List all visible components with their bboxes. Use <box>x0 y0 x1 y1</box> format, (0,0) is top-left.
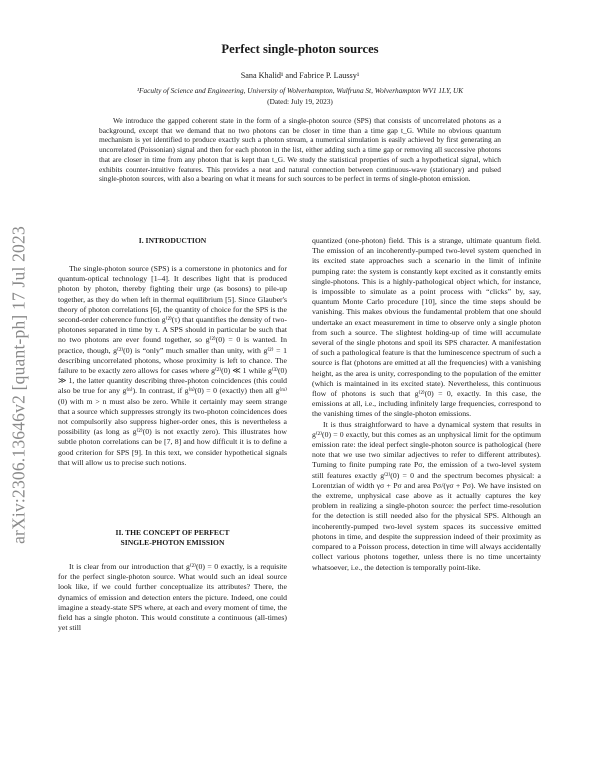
right-paragraph-2: It is thus straightforward to have a dynamical system that results in g⁽²⁾(0) = 0 exactly, but this comes as an unphysical limit for the optimum emission rate: the ideal perfect single-photon source is pathological (here note that we use two similar adjectives to refer to different attributes). Turning to finite pumping rate Pσ, the emission of a two-level system still features exactly g⁽²⁾(0) = 0 and the spectrum becomes physical: a Lorentzian of width γσ + Pσ and area Pσ/(γσ + Pσ). We have insisted on the extreme, unphysical case above as it actually captures the key problem in realizing a single-photon source: the perfect time-resolution for the detection is still needed also for the physical SPS. Although an incoherently-pumped two-level system spaces its successive emitted photons in time, and despite the suppression indeed of their proximity as compared to a Poisson process, detection in time will always accidentally collect various photons together, unless there is no time uncertainty whatsoever, i.e., the detection is temporally point-like. <box>312 419 541 572</box>
paper-title: Perfect single-photon sources <box>221 42 379 56</box>
authors: Sana Khalid¹ and Fabrice P. Laussy¹ <box>240 71 360 80</box>
concept-paragraph: It is clear from our introduction that g⁽²⁾(0) = 0 exactly, is a requisite for the perfect single-photon source. What would such an ideal source look like, if we could further conceptualize its attributes? There, the dynamics of emission and detection enters the picture. Indeed, one could imagine a steady-state SPS where, at each and every moment of time, the field has a single photon. This would constitute a continuous (all-times) yet still <box>58 562 287 633</box>
affiliation: ¹Faculty of Science and Engineering, University of Wolverhampton, Wulfruna St, Wolverhampton WV1 1LY, UK <box>136 86 464 95</box>
section-heading-concept-line2: SINGLE-PHOTON EMISSION <box>120 538 225 548</box>
abstract: We introduce the gapped coherent state in the form of a single-photon source (SPS) that consists of uncorrelated photons as a background, except that we demand that no two photons can be closer in time than a time gap t_G. While no obvious quantum mechanism is yet identified to produce exactly such a photon stream, a numerical simulation is easily achieved by first generating an uncorrelated (Poissonian) signal and then for each photon in the list, either adding such a time gap or removing all successive photons that are closer in time from any photon that is kept than t_G. We study the statistical properties of such a hypothetical signal, which exhibits counter-intuitive features. This provides a neat and natural connection between continuous-wave (stationary) and pulsed single-photon sources, with also a bearing on what it means for such sources to be perfect in terms of single-photon emission. <box>99 116 501 184</box>
section-heading-introduction: I. INTRODUCTION <box>138 236 207 245</box>
arxiv-id-text: arXiv:2306.13646v2 [quant-ph] 17 Jul 2023 <box>8 226 29 544</box>
right-paragraph-1: quantized (one-photon) field. This is a strange, ultimate quantum field. The emission of an incoherently-pumped two-level system quenched in its excited state approaches such a scenario in the limit of infinite pumping rate: the system is constantly kept excited as it constantly emits single-photons. This is a highly-pathological object which, for instance, is impossible to simulate as a point process with “clicks” by, say, quantum Monte Carlo procedure [10], since the time steps should be vanishing. This makes obvious the fundamental problem that one should undertake an exact measurement in time to observe only a single photon from such a source. The slightest holding-up of time will accumulate several of the single photons and spoil its SPS character. A manifestation of such a pathological feature is that the luminescence spectrum of such a source is flat (photons are emitted at all the frequencies) with a vanishing height, as the area is unity, corresponding to the population of the emitter (which is maintained in its excited state). Nevertheless, this continuous flow of photons is such that g⁽²⁾(0) = 0, exactly. In this case, the emissions at all, i.e., including infinitely large frequencies, correspond to the vanishing times of the single-photon emissions. <box>312 236 541 419</box>
intro-paragraph: The single-photon source (SPS) is a cornerstone in photonics and for quantum-optical technology [1–4]. It describes light that is produced photon by photon, thereby fighting their urge (as bosons) to pile-up together, as they do when left in thermal equilibrium [5]. Since Glauber's theory of photon correlations [6], the quantity of choice for the SPS is the second-order coherence function g⁽²⁾(τ) that quantifies the density of two-photones separated in time by τ. A SPS should in particular be such that no two photons are ever found together, so g⁽²⁾(0) = 0 is wanted. In practice, though, g⁽²⁾(0) is “only” much smaller than unity, with g⁽²⁾ = 1 describing uncorrelated photons, whose proximity is left to chance. The failure to be exactly zero allows for cases where g⁽²⁾(0) ≪ 1 while g⁽³⁾(0) ≫ 1, the latter quantity describing three-photon coincidences (this could also be true for any g⁽ⁿ⁾). In contrast, if g⁽ⁿ⁾(0) = 0 (exactly) then all g⁽ᵐ⁾(0) with m > n must also be zero. While it certainly may seem strange that a source which suppresses strongly its two-photon coincidences does not compulsorily also suppress higher-order ones, this is nevertheless a possibility (as long as g⁽²⁾(0) is not exactly zero). This illustrates how subtle photon correlations can be [7, 8] and how difficult it is to define a good criterion for SPS [9]. In this text, we consider hypothetical signals that will allow us to precise such notions. <box>58 264 287 467</box>
section-heading-concept: II. THE CONCEPT OF PERFECT <box>115 528 230 538</box>
left-column <box>58 236 287 633</box>
right-column <box>312 236 541 573</box>
arxiv-identifier <box>6 170 32 600</box>
date-line: (Dated: July 19, 2023) <box>267 97 333 106</box>
